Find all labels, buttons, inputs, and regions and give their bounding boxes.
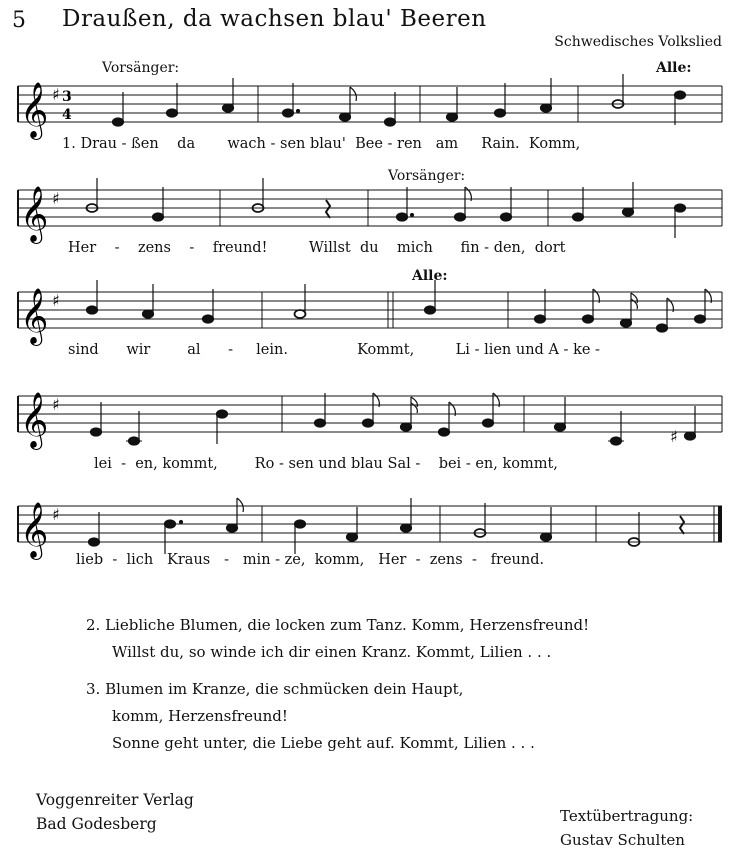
treble-clef: 𝄞 bbox=[20, 82, 49, 138]
svg-text:♯: ♯ bbox=[52, 505, 60, 524]
svg-text:𝄞: 𝄞 bbox=[20, 288, 49, 344]
vorsaenger-label-2: Vorsänger: bbox=[388, 168, 466, 184]
svg-text:♯: ♯ bbox=[52, 85, 60, 104]
song-number: 5 bbox=[12, 8, 26, 33]
svg-text:♯: ♯ bbox=[52, 291, 60, 310]
vorsaenger-label: Vorsänger: bbox=[102, 60, 180, 76]
lyric-line-3: sind wir al - lein. Kommt, Li - lien und A - ke - bbox=[68, 342, 600, 358]
svg-text:♯: ♯ bbox=[52, 189, 60, 208]
svg-text:4: 4 bbox=[62, 107, 72, 123]
svg-text:♯: ♯ bbox=[670, 427, 678, 446]
verse-2: 2. Liebliche Blumen, die locken zum Tanz. Komm, Herzensfreund! Willst du, so winde ich dir einen Kranz. Kommt, Lilien . . . bbox=[86, 616, 590, 661]
svg-text:♯: ♯ bbox=[52, 395, 60, 414]
lyric-line-2: Her - zens - freund! Willst du mich fin - den, dort bbox=[68, 240, 566, 256]
svg-text:𝄞: 𝄞 bbox=[20, 392, 49, 448]
svg-text:𝄞: 𝄞 bbox=[20, 186, 49, 242]
lyric-line-5: lieb - lich Kraus - min - ze, komm, Her - zens - freund. bbox=[76, 552, 545, 568]
song-origin: Schwedisches Volkslied bbox=[554, 34, 722, 50]
staff-system-4 bbox=[0, 386, 734, 456]
svg-text:3: 3 bbox=[62, 89, 72, 105]
lyric-line-4: lei - en, kommt, Ro - sen und blau Sal - bei - en, kommt, bbox=[94, 456, 558, 472]
alle-label-2: Alle: bbox=[412, 268, 448, 284]
verse-3: 3. Blumen im Kranze, die schmücken dein Haupt, komm, Herzensfreund! Sonne geht unter, die Liebe geht auf. Kommt, Lilien . . . bbox=[86, 680, 535, 752]
svg-text:𝄞: 𝄞 bbox=[20, 502, 49, 558]
song-title: Draußen, da wachsen blau' Beeren bbox=[62, 6, 487, 32]
translation-credit: Textübertragung: Gustav Schulten bbox=[560, 807, 694, 849]
lyric-line-1: 1. Drau - ßen da wach - sen blau' Bee - ren am Rain. Komm, bbox=[62, 136, 581, 152]
publisher: Voggenreiter Verlag Bad Godesberg bbox=[36, 791, 194, 833]
alle-label: Alle: bbox=[656, 60, 692, 76]
